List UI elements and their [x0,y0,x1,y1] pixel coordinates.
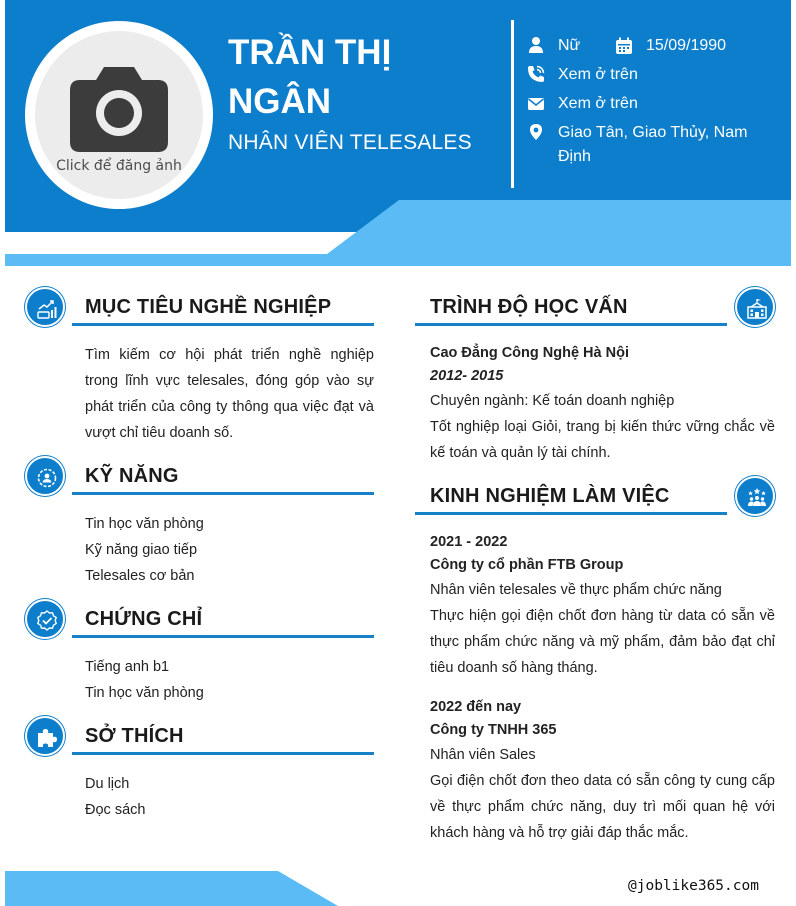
header-divider [511,20,514,188]
job-title: NHÂN VIÊN TELESALES [228,131,472,154]
skill-item: Tin học văn phòng [85,516,204,532]
certificate-item: Tin học văn phòng [85,685,204,701]
location-pin-icon [527,123,545,141]
photo-placeholder[interactable] [35,31,203,199]
objective-text: Tìm kiếm cơ hội phát triển nghề nghiệp trong lĩnh vực telesales, đóng góp vào sự phát triển của công ty thông qua việc đạt và vượt chỉ tiêu doanh số. [85,347,374,441]
header-banner [5,0,791,266]
objective-title: MỤC TIÊU NGHỀ NGHIỆP [85,296,332,318]
education-title: TRÌNH ĐỘ HỌC VẤN [430,296,628,318]
school-building-icon [746,298,768,320]
hobby-item: Du lịch [85,776,130,792]
education-major: Chuyên ngành: Kế toán doanh nghiệp [430,393,675,409]
skills-title: KỸ NĂNG [85,465,179,487]
experience-section-icon [735,476,775,516]
certificates-title: CHỨNG CHỈ [85,608,203,630]
education-description: Tốt nghiệp loại Giỏi, trang bị kiến thức vững chắc về kế toán và quản lý tài chính. [430,419,775,461]
job-company: Công ty TNHH 365 [430,722,557,738]
education-period: 2012- 2015 [430,368,504,384]
profile-photo[interactable] [25,21,213,209]
experience-title: KINH NGHIỆM LÀM VIỆC [430,485,670,507]
hobbies-underline [72,752,374,755]
education-school: Cao Đẳng Công Nghệ Hà Nội [430,345,629,361]
job-company: Công ty cổ phần FTB Group [430,557,624,573]
photo-caption: Click để đăng ảnh [56,158,182,174]
certificates-section-icon [25,599,65,639]
phone-icon [527,65,545,83]
address-value: Giao Tân, Giao Thủy, Nam Định [558,124,748,165]
experience-underline [415,512,727,515]
badge-check-icon [36,610,58,632]
phone-value[interactable]: Xem ở trên [558,66,638,83]
gender-value: Nữ [558,37,581,54]
person-icon [527,36,545,54]
job-position: Nhân viên telesales về thực phẩm chức năng [430,582,722,598]
full-name: TRẦN THỊ NGÂN [228,33,392,121]
skills-section-icon [25,456,65,496]
job-period: 2022 đến nay [430,699,522,715]
skills-underline [72,492,374,495]
email-icon [527,95,545,113]
puzzle-icon [36,727,58,749]
objective-underline [72,323,374,326]
certificates-underline [72,635,374,638]
skill-item: Telesales cơ bản [85,568,195,584]
objective-section-icon [25,287,65,327]
job-position: Nhân viên Sales [430,747,536,763]
footer-accent-shape [5,871,345,906]
hobbies-section-icon [25,716,65,756]
watermark: @joblike365.com [628,878,759,894]
education-underline [415,323,727,326]
email-value[interactable]: Xem ở trên [558,95,638,112]
birthday-value: 15/09/1990 [646,37,727,54]
hobby-item: Đọc sách [85,802,146,818]
job-description: Gọi điện chốt đơn theo data có sẵn công ty cung cấp về thực phẩm chức năng, duy trì mối quan hệ với khách hàng và hỗ trợ giải đáp thắc mắc. [430,773,775,841]
skill-item: Kỹ năng giao tiếp [85,542,198,558]
calendar-icon [615,37,633,55]
certificate-item: Tiếng anh b1 [85,659,170,675]
gear-person-icon [36,467,58,489]
job-period: 2021 - 2022 [430,534,508,550]
education-section-icon [735,287,775,327]
team-stars-icon [746,487,768,509]
camera-icon [68,64,170,154]
growth-chart-icon [36,298,58,320]
job-description: Thực hiện gọi điện chốt đơn hàng từ data có sẵn về thực phẩm chức năng và mỹ phẩm, đảm bảo đạt chỉ tiêu doanh số hàng tháng. [430,608,775,676]
hobbies-title: SỞ THÍCH [85,725,184,747]
